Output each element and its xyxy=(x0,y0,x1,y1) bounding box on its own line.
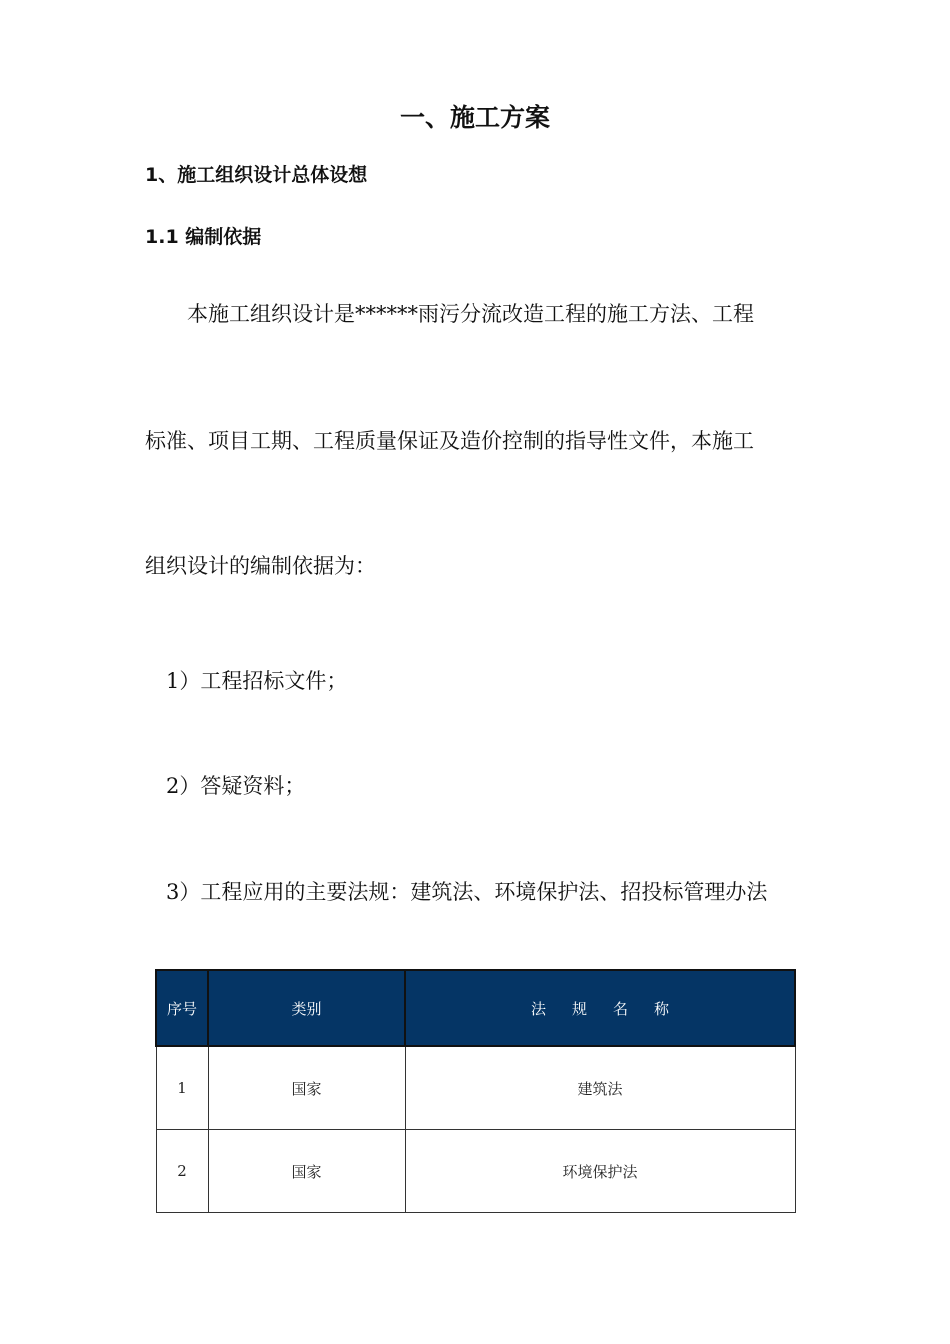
cell-category: 国家 xyxy=(208,1046,405,1130)
cell-regulation-name: 环境保护法 xyxy=(405,1130,795,1213)
table-header-row xyxy=(156,970,795,1046)
regulations-table xyxy=(155,969,796,1213)
list-item-3: 3）工程应用的主要法规：建筑法、环境保护法、招投标管理办法 xyxy=(166,880,768,904)
document-title: 一、施工方案 xyxy=(399,103,550,132)
subsection-heading: 1.1 编制依据 xyxy=(145,226,262,248)
section-heading: 1、施工组织设计总体设想 xyxy=(145,164,368,186)
header-regulation-name: 法规名称 xyxy=(405,970,795,1046)
cell-no: 2 xyxy=(156,1130,208,1213)
cell-category: 国家 xyxy=(208,1130,405,1213)
list-item-1: 1）工程招标文件； xyxy=(166,669,348,693)
paragraph-line-1: 本施工组织设计是******雨污分流改造工程的施工方法、工程 xyxy=(187,302,754,326)
paragraph-line-3: 组织设计的编制依据为： xyxy=(145,554,376,578)
header-no: 序号 xyxy=(156,970,208,1046)
cell-no: 1 xyxy=(156,1046,208,1130)
cell-regulation-name: 建筑法 xyxy=(405,1046,795,1130)
list-item-2: 2）答疑资料； xyxy=(166,774,306,798)
table-row xyxy=(156,1130,795,1213)
header-category: 类别 xyxy=(208,970,405,1046)
paragraph-line-2: 标准、项目工期、工程质量保证及造价控制的指导性文件，本施工 xyxy=(145,429,754,453)
table-row xyxy=(156,1046,795,1130)
